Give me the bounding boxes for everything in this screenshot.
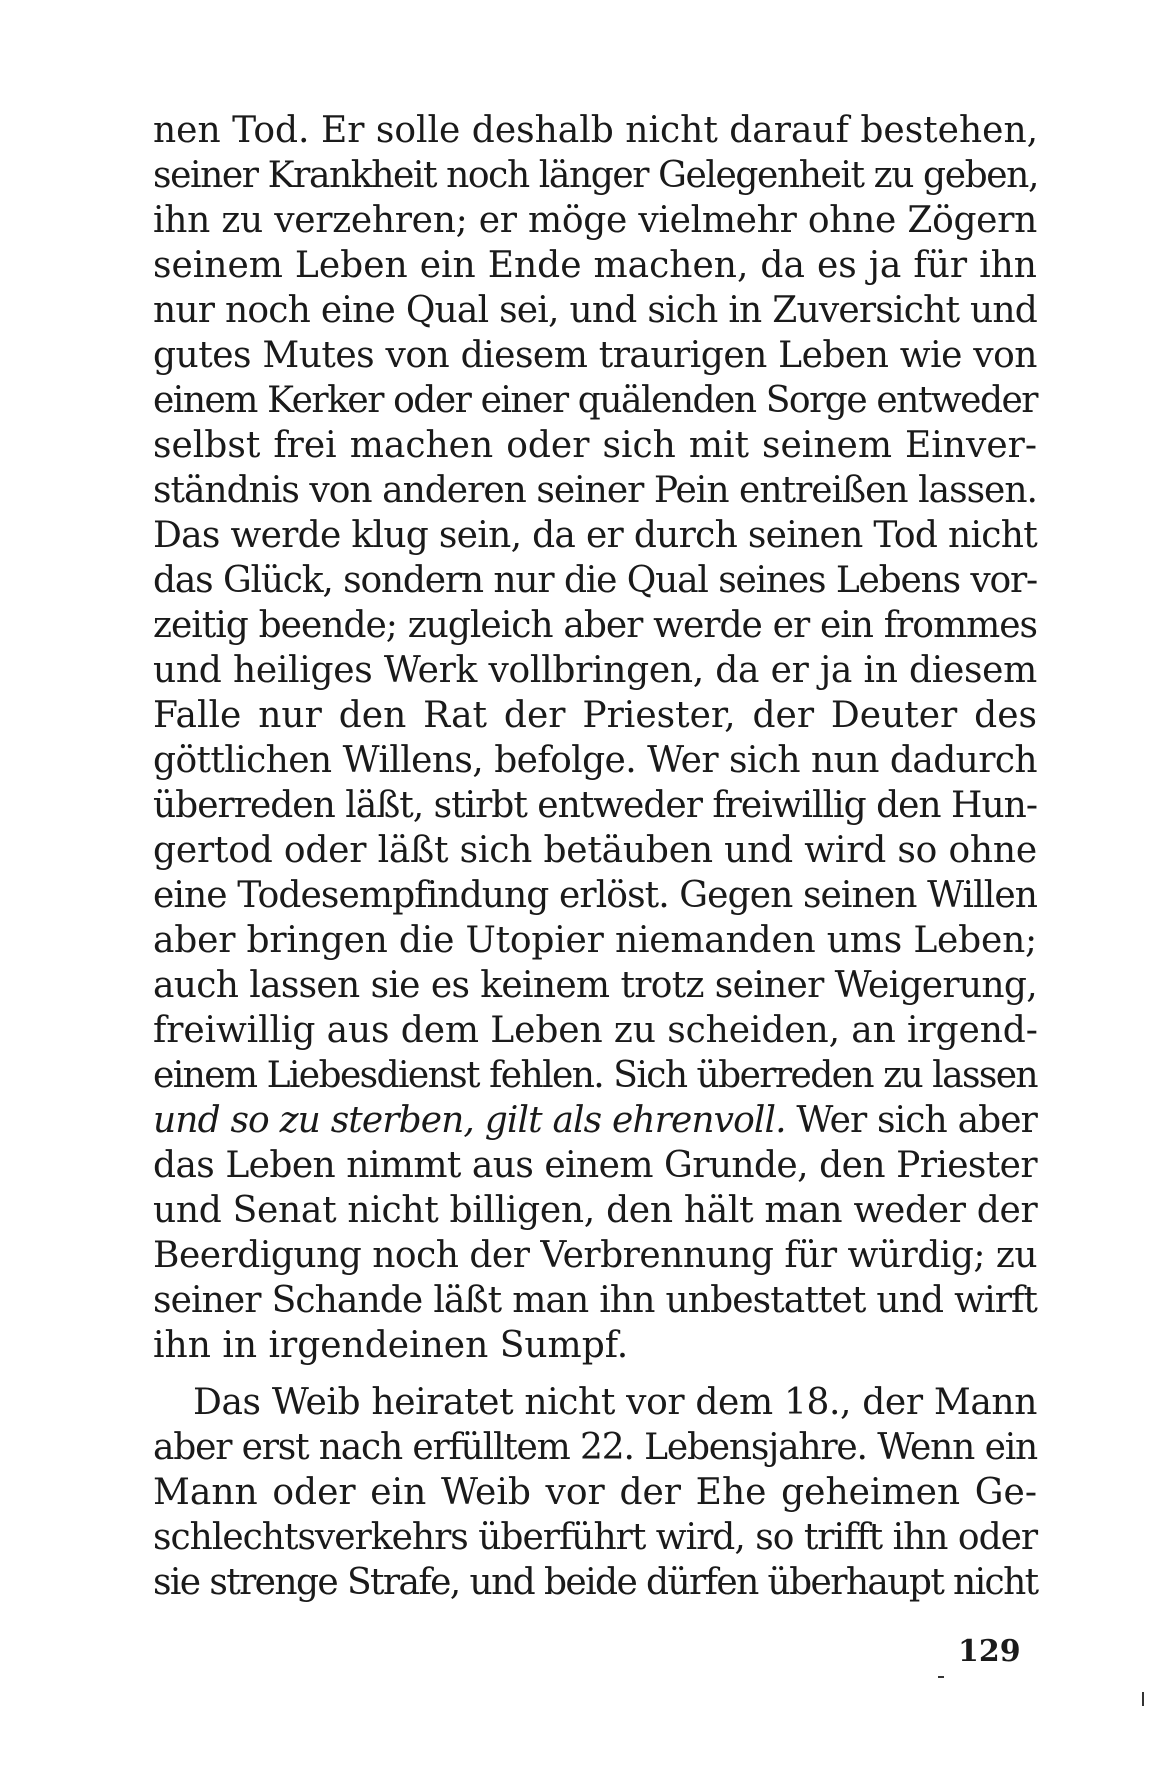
text-line: nen Tod. Er solle deshalb nicht darauf bestehen,: [153, 110, 1039, 151]
paragraph-break: [153, 1368, 1037, 1380]
text-line: seinem Leben ein Ende machen, da es ja für ihn: [153, 245, 1037, 286]
text-line: Falle nur den Rat der Priester, der Deuter des: [153, 695, 1037, 736]
italic-phrase: und so zu sterben, gilt als ehrenvoll.: [153, 1100, 786, 1141]
scan-speck: [1142, 1692, 1144, 1706]
text-line: schlechtsverkehrs überführt wird, so trifft ihn oder: [153, 1517, 1038, 1558]
text-line: Beerdigung noch der Verbrennung für würdig; zu: [153, 1235, 1038, 1276]
text-line: seiner Krankheit noch länger Gelegenheit zu geben,: [153, 155, 1038, 196]
text-line: ihn zu verzehren; er möge vielmehr ohne Zögern: [153, 200, 1037, 241]
text-line: eine Todesempfindung erlöst. Gegen seinen Willen: [153, 875, 1038, 916]
text-line: sie strenge Strafe, und beide dürfen überhaupt nicht: [153, 1562, 1038, 1603]
page-number: 129: [958, 1634, 1021, 1669]
text-line: zeitig beende; zugleich aber werde er ein frommes: [153, 605, 1037, 646]
scan-speck: [938, 1676, 944, 1678]
text-line: gutes Mutes von diesem traurigen Leben wie von: [153, 335, 1037, 376]
text-line: Das werde klug sein, da er durch seinen Tod nicht: [153, 515, 1037, 556]
text-line: aber bringen die Utopier niemanden ums Leben;: [153, 920, 1037, 961]
text-line: ihn in irgendeinen Sumpf.: [153, 1325, 629, 1366]
text-line: und heiliges Werk vollbringen, da er ja in diesem: [153, 650, 1037, 691]
text-line: aber erst nach erfülltem 22. Lebensjahre. Wenn ein: [153, 1427, 1037, 1468]
text-line: das Leben nimmt aus einem Grunde, den Priester: [153, 1145, 1037, 1186]
text-line: und Senat nicht billigen, den hält man weder der: [153, 1190, 1038, 1231]
text-line: nur noch eine Qual sei, und sich in Zuversicht und: [153, 290, 1037, 331]
text-line: einem Liebesdienst fehlen. Sich überreden zu lassen: [153, 1055, 1037, 1096]
text-line: freiwillig aus dem Leben zu scheiden, an irgend-: [153, 1010, 1038, 1051]
text-line: Das Weib heiratet nicht vor dem 18., der Mann: [193, 1382, 1037, 1423]
text-line: ständnis von anderen seiner Pein entreißen lassen.: [153, 470, 1037, 511]
text-line: göttlichen Willens, befolge. Wer sich nun dadurch: [153, 740, 1037, 781]
body-text: [153, 108, 1037, 1605]
text-line: einem Kerker oder einer quälenden Sorge entweder: [153, 380, 1037, 421]
line-tail: Wer sich aber: [785, 1100, 1037, 1141]
text-line: auch lassen sie es keinem trotz seiner Weigerung,: [153, 965, 1037, 1006]
text-line: selbst frei machen oder sich mit seinem Einver-: [153, 425, 1037, 466]
text-line: gertod oder läßt sich betäuben und wird so ohne: [153, 830, 1037, 871]
text-line: seiner Schande läßt man ihn unbestattet und wirft: [153, 1280, 1037, 1321]
text-line: das Glück, sondern nur die Qual seines Lebens vor-: [153, 560, 1037, 601]
text-line: Mann oder ein Weib vor der Ehe geheimen Ge-: [153, 1472, 1037, 1513]
text-line-italic: [153, 1098, 1037, 1143]
text-line: überreden läßt, stirbt entweder freiwillig den Hun-: [153, 785, 1037, 826]
